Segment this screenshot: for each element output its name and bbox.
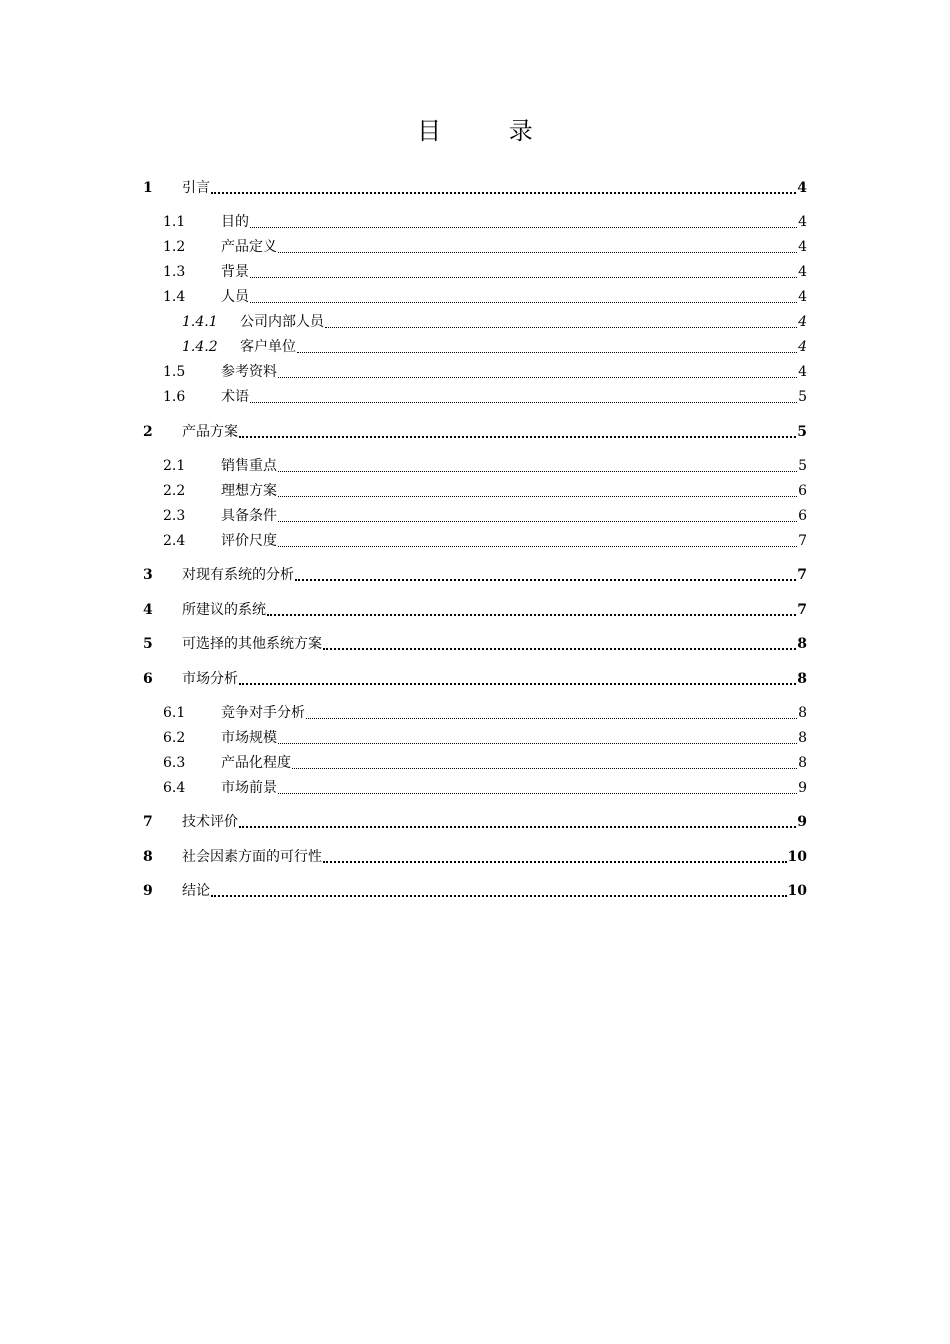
toc-entry-label: 评价尺度 (221, 533, 277, 549)
toc-entry[interactable] (182, 336, 807, 358)
toc-entry-body (221, 361, 807, 383)
toc-dot-leader (278, 777, 797, 799)
toc-entry-page-number: 4 (798, 239, 807, 255)
toc-entry-body (221, 480, 807, 502)
toc-entry-number: 1 (143, 180, 153, 196)
toc-entry-page-number: 8 (798, 755, 807, 771)
toc-dot-leader (323, 633, 796, 655)
toc-entry[interactable] (163, 361, 807, 383)
toc-entry-body (221, 505, 807, 527)
toc-entry-label: 公司内部人员 (240, 314, 324, 330)
toc-entry-label: 人员 (221, 289, 249, 305)
toc-dot-leader (250, 386, 797, 408)
toc-entry-number: 1.2 (163, 239, 186, 255)
toc-dot-leader (250, 261, 797, 283)
toc-entry[interactable] (163, 702, 807, 724)
toc-entry-body (221, 455, 807, 477)
toc-entry-page-number: 6 (798, 483, 807, 499)
toc-entry-label: 市场规模 (221, 730, 277, 746)
toc-entry-label: 竞争对手分析 (221, 705, 305, 721)
toc-entry-label: 销售重点 (221, 458, 277, 474)
toc-entry-number: 2.1 (163, 458, 186, 474)
toc-entry[interactable] (163, 727, 807, 749)
toc-entry-page-number: 8 (798, 730, 807, 746)
toc-entry-body (182, 564, 807, 586)
toc-entry-number: 6.4 (163, 780, 186, 796)
toc-entry-label: 所建议的系统 (182, 602, 266, 618)
toc-entry-body (221, 236, 807, 258)
toc-entry-label: 背景 (221, 264, 249, 280)
toc-dot-leader (295, 564, 796, 586)
toc-entry-number: 3 (143, 567, 153, 583)
toc-dot-leader (306, 702, 797, 724)
toc-entry-page-number: 4 (798, 364, 807, 380)
toc-entry[interactable] (163, 261, 807, 283)
toc-entry-number: 8 (143, 849, 153, 865)
toc-entry-label: 可选择的其他系统方案 (182, 636, 322, 652)
toc-entry-label: 结论 (182, 883, 210, 899)
toc-entry-label: 产品方案 (182, 424, 238, 440)
toc-entry-page-number: 9 (797, 814, 807, 830)
toc-dot-leader (292, 752, 797, 774)
toc-entry-page-number: 8 (797, 636, 807, 652)
toc-entry-number: 2.4 (163, 533, 186, 549)
toc-entry-body (182, 880, 807, 902)
toc-entry-label: 产品化程度 (221, 755, 291, 771)
toc-entry[interactable] (143, 599, 807, 621)
toc-entry-body (182, 668, 807, 690)
toc-entry[interactable] (163, 386, 807, 408)
toc-dot-leader (278, 455, 797, 477)
toc-entry-number: 1.4.2 (182, 339, 218, 355)
toc-entry-number: 6.3 (163, 755, 186, 771)
toc-entry-number: 1.4.1 (182, 314, 218, 330)
toc-entry-body (221, 261, 807, 283)
toc-dot-leader (278, 530, 797, 552)
toc-dot-leader (297, 336, 797, 358)
toc-title: 目 录 (417, 117, 563, 145)
toc-entry-page-number: 8 (797, 671, 807, 687)
toc-entry-page-number: 10 (787, 849, 807, 865)
toc-entry[interactable] (163, 777, 807, 799)
toc-entry-page-number: 5 (797, 424, 807, 440)
toc-entry-body (221, 286, 807, 308)
toc-dot-leader (278, 361, 797, 383)
toc-entry[interactable] (143, 177, 807, 199)
toc-entry-label: 社会因素方面的可行性 (182, 849, 322, 865)
toc-entry-page-number: 4 (797, 180, 807, 196)
toc-entry-page-number: 5 (798, 458, 807, 474)
toc-entry-body (240, 336, 807, 358)
toc-entry-body (221, 211, 807, 233)
toc-entry-page-number: 7 (797, 567, 807, 583)
toc-entry[interactable] (163, 752, 807, 774)
toc-entry-page-number: 4 (798, 314, 807, 330)
toc-entry-label: 市场分析 (182, 671, 238, 687)
toc-entry-page-number: 4 (798, 289, 807, 305)
toc-dot-leader (323, 846, 787, 868)
toc-entry[interactable] (163, 505, 807, 527)
toc-entry-label: 技术评价 (182, 814, 238, 830)
toc-entry[interactable] (163, 211, 807, 233)
toc-entry[interactable] (143, 564, 807, 586)
toc-entry-page-number: 10 (787, 883, 807, 899)
toc-entry-number: 1.4 (163, 289, 186, 305)
toc-entry-number: 1.6 (163, 389, 186, 405)
toc-entry-page-number: 4 (798, 339, 807, 355)
toc-entry-number: 2.2 (163, 483, 186, 499)
toc-entry-number: 6.2 (163, 730, 186, 746)
toc-entry-page-number: 5 (798, 389, 807, 405)
toc-entry-page-number: 7 (797, 602, 807, 618)
toc-entry-label: 市场前景 (221, 780, 277, 796)
toc-entry[interactable] (163, 455, 807, 477)
toc-entry-label: 术语 (221, 389, 249, 405)
toc-entry-body (182, 633, 807, 655)
toc-entry-number: 4 (143, 602, 153, 618)
toc-dot-leader (325, 311, 797, 333)
toc-entry-label: 参考资料 (221, 364, 277, 380)
toc-entry[interactable] (143, 421, 807, 443)
toc-entry-body (221, 727, 807, 749)
toc-entry-label: 对现有系统的分析 (182, 567, 294, 583)
toc-entry[interactable] (163, 286, 807, 308)
toc-entry-label: 目的 (221, 214, 249, 230)
toc-entry[interactable] (163, 480, 807, 502)
toc-entry[interactable] (143, 811, 807, 833)
toc-entry-number: 5 (143, 636, 153, 652)
toc-entry-page-number: 4 (798, 264, 807, 280)
toc-entry-number: 1.5 (163, 364, 186, 380)
toc-entry-number: 2.3 (163, 508, 186, 524)
toc-entry-label: 产品定义 (221, 239, 277, 255)
toc-entry-page-number: 8 (798, 705, 807, 721)
toc-dot-leader (211, 880, 787, 902)
toc-dot-leader (267, 599, 796, 621)
toc-entry-page-number: 6 (798, 508, 807, 524)
toc-dot-leader (278, 505, 797, 527)
toc-dot-leader (239, 811, 796, 833)
toc-entry-body (240, 311, 807, 333)
toc-dot-leader (278, 480, 797, 502)
toc-entry-label: 引言 (182, 180, 210, 196)
toc-entry[interactable] (163, 530, 807, 552)
toc-entry-page-number: 4 (798, 214, 807, 230)
toc-entry-body (182, 846, 807, 868)
toc-dot-leader (211, 177, 796, 199)
toc-entry[interactable] (182, 311, 807, 333)
toc-entry-page-number: 9 (798, 780, 807, 796)
toc-dot-leader (250, 211, 797, 233)
toc-dot-leader (250, 286, 797, 308)
toc-entry-label: 具备条件 (221, 508, 277, 524)
toc-entry-body (221, 530, 807, 552)
toc-entry[interactable] (143, 668, 807, 690)
toc-entry-body (221, 702, 807, 724)
toc-entry-body (182, 177, 807, 199)
toc-entry-body (221, 752, 807, 774)
toc-entry-label: 客户单位 (240, 339, 296, 355)
toc-entry-body (221, 777, 807, 799)
toc-entry-number: 1.3 (163, 264, 186, 280)
toc-entry-number: 6 (143, 671, 153, 687)
toc-entry[interactable] (143, 880, 807, 902)
toc-entry[interactable] (143, 633, 807, 655)
toc-dot-leader (278, 727, 797, 749)
toc-entry-body (182, 599, 807, 621)
toc-entry-body (182, 421, 807, 443)
toc-entry-number: 7 (143, 814, 153, 830)
toc-dot-leader (239, 668, 796, 690)
toc-entry-number: 2 (143, 424, 153, 440)
toc-entry-label: 理想方案 (221, 483, 277, 499)
toc-entry-number: 6.1 (163, 705, 186, 721)
toc-entry-body (182, 811, 807, 833)
toc-dot-leader (239, 421, 796, 443)
toc-entry[interactable] (163, 236, 807, 258)
toc-entry-body (221, 386, 807, 408)
toc-entry-number: 1.1 (163, 214, 186, 230)
toc-entry-page-number: 7 (798, 533, 807, 549)
toc-entry-number: 9 (143, 883, 153, 899)
toc-dot-leader (278, 236, 797, 258)
toc-entry[interactable] (143, 846, 807, 868)
